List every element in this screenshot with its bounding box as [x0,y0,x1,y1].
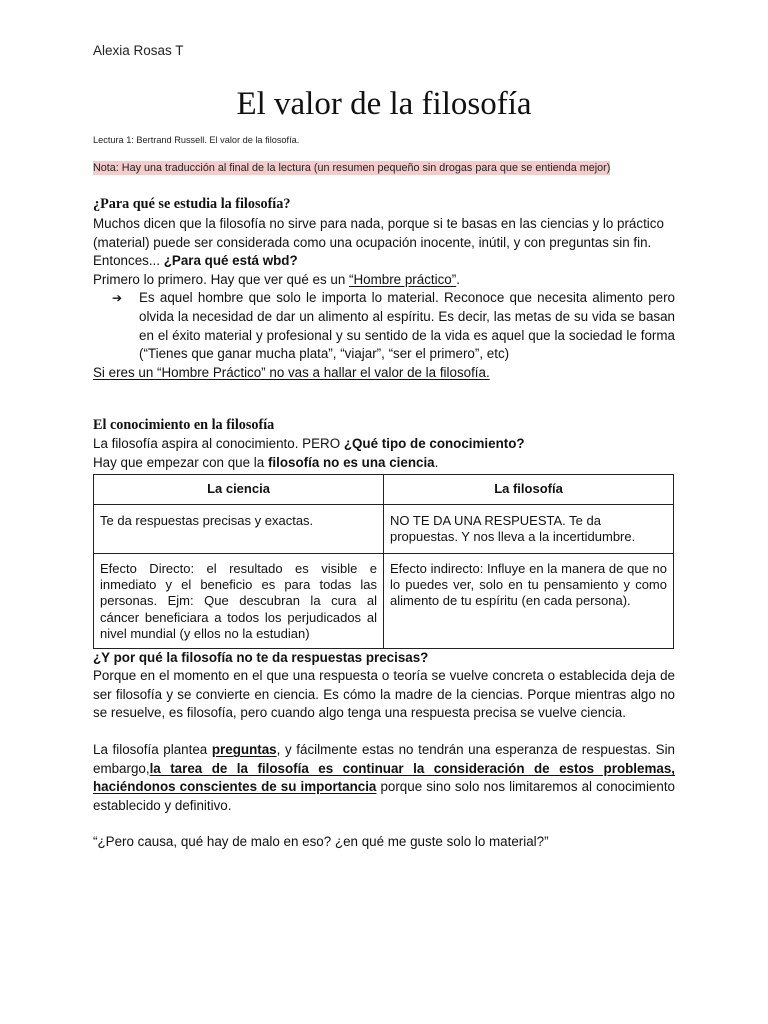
table-cell: NO TE DA UNA RESPUESTA. Te da propuestas. Y nos lleva a la incertidumbre. [384,504,674,553]
paragraph-primero [93,271,675,290]
key-statement: la tarea de la filosofía es continuar la consideración de estos problemas, haciéndonos conscientes de su importancia [93,760,675,795]
text: Entonces... [93,253,164,269]
comparison-table [93,474,674,648]
page-title: El valor de la filosofía [236,86,532,122]
paragraph-entonces [93,252,675,271]
text: Hay que empezar con que la [93,454,268,470]
paragraph: Porque en el momento en el que una respuesta o teoría se vuelve concreta o establecida deja de ser filosofía y se convierte en ciencia. Es cómo la madre de la ciencias. Porque mientras algo no se resuelve, es filosofía, pero cuando algo tenga una respuesta precisa se vuelve ciencia. [93,668,675,721]
underlined-text: Si eres un “Hombre Práctico” no vas a hallar el valor de la filosofía. [93,364,490,380]
table-cell: Efecto indirecto: Influye en la manera de que no lo puedes ver, solo en tu pensamiento y como alimento de tu espíritu (en cada persona). [384,553,674,648]
section-conocimiento [93,417,675,852]
bullet-text: Es aquel hombre que solo le importa lo material. Reconoce que necesita alimento pero olvida la necesidad de dar un alimento al espíritu. Es decir, las metas de su vida se basan en el éxito material y profesional y su sentido de la vida es aquel que la sociedad le forma (“Tienes que ganar mucha plata”, “viajar”, “ser el primero”, etc) [139,290,675,362]
table-header: La ciencia [94,475,384,504]
text: . [456,271,460,287]
preguntas-term: preguntas [211,742,277,757]
text: , y fácilmente estas no tendrán una esperanza de respuestas. Sin embargo, [93,742,676,776]
paragraph-aspira [93,435,675,454]
text: Primero lo primero. Hay que ver qué es un [93,271,350,287]
table-row [94,504,674,553]
hombre-practico-term: “Hombre práctico” [349,271,457,287]
translation-note: Nota: Hay una traducción al final de la lectura (un resumen pequeño sin drogas para que se entienda mejor) [93,162,611,174]
paragraph-empezar [93,454,675,473]
table-header: La filosofía [384,475,674,504]
paragraph: Muchos dicen que la filosofía no sirve para nada, porque si te basas en las ciencias y lo práctico (material) puede ser considerada como una ocupación inocente, inútil, y con preguntas sin fin. [93,216,664,250]
bold-question: ¿Qué tipo de conocimiento? [343,436,525,451]
text: porque sino solo nos limitaremos al conocimiento establecido y definitivo. [93,779,675,813]
bold-question: ¿Para qué está wbd? [163,253,298,269]
text: . [434,454,439,470]
reading-reference: Lectura 1: Bertrand Russell. El valor de la filosofía. [93,135,300,145]
table-cell: Efecto Directo: el resultado es visible e inmediato y el beneficio es para todas las personas. Ejm: Que descubran la cura al cáncer beneficiara a todos los perjudicados al nivel mundial (y ellos no la estudian) [94,553,384,648]
section-para-que [93,196,675,382]
table-row [94,553,674,648]
section-heading: ¿Para qué se estudia la filosofía? [93,196,291,212]
conclusion [93,364,675,383]
section-heading: El conocimiento en la filosofía [93,417,275,433]
text: La filosofía plantea [93,742,212,757]
paragraph-plantea [93,741,675,815]
quote: “¿Pero causa, qué hay de malo en eso? ¿en qué me guste solo lo material?” [93,834,549,850]
text: La filosofía aspira al conocimiento. PERO [93,436,344,451]
question-heading [93,649,675,668]
table-cell: Te da respuestas precisas y exactas. [94,504,384,553]
author-name: Alexia Rosas T [93,43,184,58]
list-item [93,289,675,363]
bold-text: filosofía no es una ciencia [267,454,435,470]
table-header-row [94,475,674,504]
arrow-bullet-icon: ➔ [112,291,123,306]
bold-question: ¿Y por qué la filosofía no te da respuestas precisas? [93,649,429,665]
